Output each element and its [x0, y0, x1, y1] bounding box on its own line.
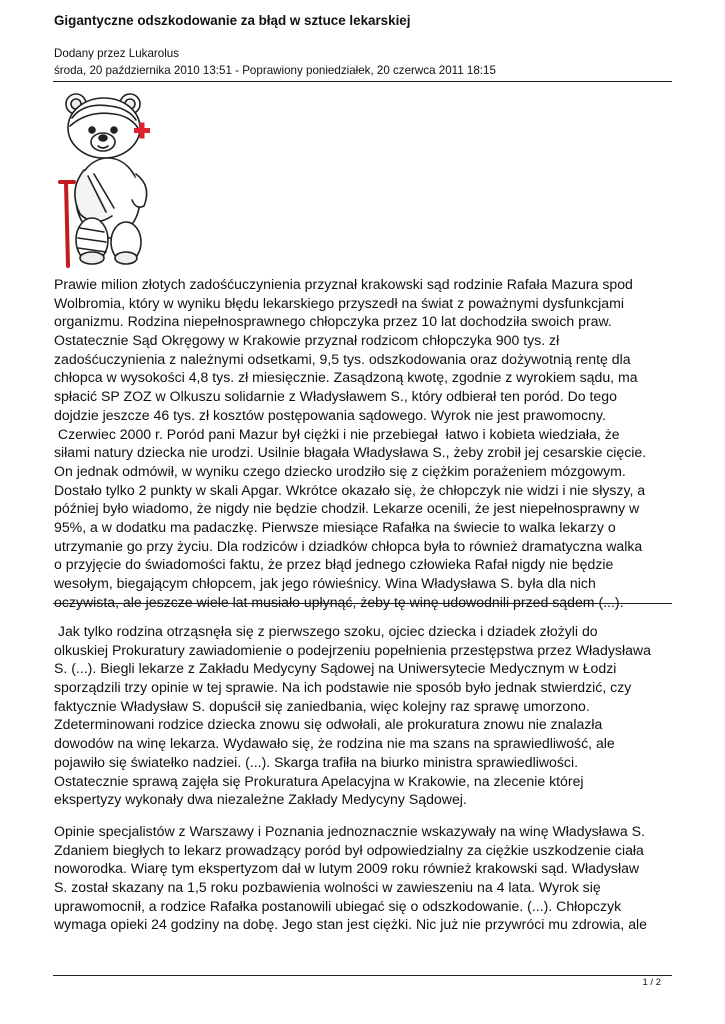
text-line: oczywista, ale jeszcze wiele lat musiało upłynąć, żeby tę winę udowodnili przed sądem (...).: [54, 593, 624, 610]
text-line: sporządzili trzy opinie w tej sprawie. Na ich podstawie nie sposób było jednak stwierdzić, czy: [54, 679, 632, 696]
text-line: siłami natury dziecka nie urodzi. Usilnie błagała Władysława S., żeby zrobił jej cesarskie cięcie.: [54, 444, 647, 461]
text-line: Jak tylko rodzina otrząsnęła się z pierwszego szoku, ojciec dziecka i dziadek złożyli do: [54, 623, 598, 639]
text-line: On jednak odmówił, w wyniku czego dziecko urodziło się z ciężkim porażeniem mózgowym.: [54, 462, 626, 479]
text-line: organizmu. Rodzina niepełnosprawnego chłopczyka przez 10 lat dochodziła swoich praw.: [54, 313, 612, 330]
text-line: Ostatecznie sprawą zajęła się Prokuratura Apelacyjna w Krakowie, na zlecenie której: [54, 772, 584, 789]
text-line: Prawie milion złotych zadośćuczynienia przyznał krakowski sąd rodzinie Rafała Mazura spod: [54, 276, 633, 292]
text-line: pojawiło się światełko nadziei. (...). Skarga trafiła na biurko ministra sprawiedliwości.: [54, 753, 579, 770]
text-line: Opinie specjalistów z Warszawy i Poznania jednoznacznie wskazywały na winę Władysława S.: [54, 823, 645, 839]
text-line: później było wiadomo, że nigdy nie będzie chodził. Lekarze ocenili, że jest niepełnosprawny w: [54, 500, 640, 517]
article-meta: [54, 45, 496, 79]
paragraph-2: [54, 622, 684, 809]
paragraph-3: [54, 822, 684, 934]
page-number: 1 / 2: [642, 977, 661, 988]
text-line: Zdeterminowani rodzice dziecka znowu się odwołali, ale prokuratura znowu nie znalazła: [54, 716, 603, 733]
text-line: Dostało tylko 2 punkty w skali Apgar. Wkrótce okazało się, że chłopczyk nie widzi i nie słyszy, a: [54, 481, 646, 498]
header-divider: [53, 81, 672, 82]
text-line: Ostatecznie Sąd Okręgowy w Krakowie przyznał rodzicom chłopczyka 900 tys. zł: [54, 332, 560, 349]
section-divider: [53, 603, 672, 604]
text-line: dowodów na winę lekarza. Wydawało się, że rodzina nie ma szans na sprawiedliwość, ale: [54, 735, 615, 752]
text-line: Wolbromia, który w wyniku błędu lekarskiego przyszedł na świat z poważnymi dysfunkcjami: [54, 294, 624, 311]
footer-divider: [53, 975, 672, 976]
text-line: spłacić SP ZOZ w Olkuszu solidarnie z Władysławem S., który odbierał ten poród. Do tego: [54, 388, 617, 405]
paragraph-1: [54, 275, 684, 611]
text-line: noworodka. Wiarę tym ekspertyzom dał w lutym 2009 roku również krakowski sąd. Władysław: [54, 860, 640, 877]
text-line: chłopca w wysokości 4,8 tys. zł miesięcznie. Zasądzoną kwotę, zgodnie z wyrokiem sądu, ma: [54, 369, 638, 386]
text-line: ekspertyzy wykonały dwa niezależne Zakłady Medycyny Sądowej.: [54, 791, 467, 808]
text-line: faktycznie Władysław S. dopuścił się zaniedbania, więc kolejny raz sprawę umorzono.: [54, 697, 590, 714]
author-line: Dodany przez Lukarolus: [54, 47, 180, 60]
date-line: środa, 20 października 2010 13:51 - Poprawiony poniedziałek, 20 czerwca 2011 18:15: [54, 64, 496, 77]
text-line: wesołym, biegającym chłopcem, jak jego rówieśnicy. Wina Władysława S. była dla nich: [54, 575, 596, 591]
text-line: Czerwiec 2000 r. Poród pani Mazur był ciężki i nie przebiegał łatwo i kobieta wiedziała, że: [54, 425, 620, 442]
text-line: utrzymanie go przy życiu. Dla rodziców i dziadków chłopca była to również dramatyczna walka: [54, 537, 643, 554]
text-line: dojdzie jeszcze 46 tys. zł kosztów postępowania sądowego. Wyrok nie jest prawomocny.: [54, 406, 606, 423]
text-line: o przyjęcie do świadomości faktu, że przez błąd jednego człowieka Rafał nigdy nie będzie: [54, 556, 614, 573]
text-line: S. (...). Biegli lekarze z Zakładu Medycyny Sądowej na Uniwersytecie Medycznym w Łodzi: [54, 660, 617, 677]
text-line: olkuskiej Prokuratury zawiadomienie o podejrzeniu popełnienia przestępstwa przez Władysława: [54, 641, 651, 658]
text-line: uprawomocnił, a rodzice Rafałka postanowili ubiegać się o odszkodowanie. (...). Chłopczyk: [54, 897, 622, 914]
article-title: Gigantyczne odszkodowanie za błąd w sztuce lekarskiej: [54, 13, 411, 28]
text-line: 95%, a w dodatku ma padaczkę. Pierwsze miesiące Rafałka na świecie to walka lekarzy o: [54, 518, 616, 535]
text-line: zadośćuczynienia z należnymi odsetkami, 9,5 tys. odszkodowania oraz dożywotnią rentę dla: [54, 350, 631, 367]
text-line: wymaga opieki 24 godziny na dobę. Jego stan jest ciężki. Nic już nie przywróci mu zdrowia, ale: [54, 916, 648, 933]
teddy-bear-image: [54, 90, 164, 270]
text-line: Zdaniem biegłych to lekarz prowadzący poród był odpowiedzialny za ciężkie uszkodzenie ciała: [54, 841, 644, 858]
text-line: S. został skazany na 1,5 roku pozbawienia wolności w zawieszeniu na 4 lata. Wyrok się: [54, 879, 601, 896]
